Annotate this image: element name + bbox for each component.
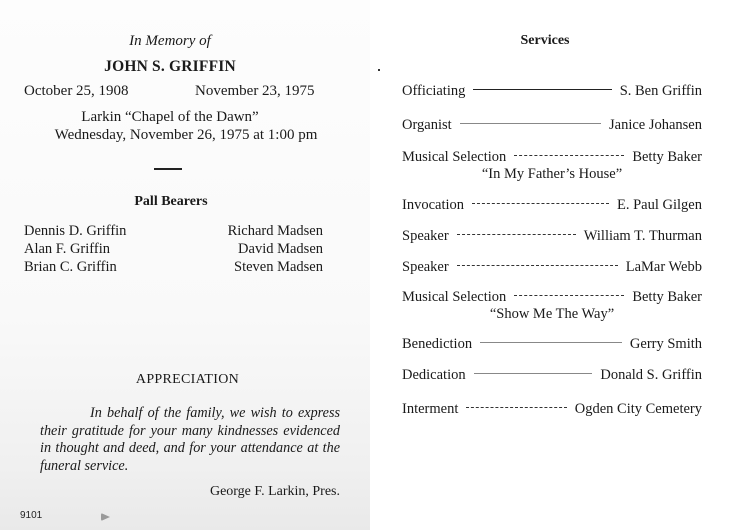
dotted-leader (457, 265, 618, 266)
pall-bearers-left-column (24, 222, 126, 276)
dotted-leader (480, 342, 622, 343)
chapel-name: Larkin “Chapel of the Dawn” (81, 109, 259, 125)
appreciation-text (40, 405, 340, 475)
service-item (402, 289, 702, 306)
service-item (402, 117, 702, 134)
service-participant: Ogden City Cemetery (574, 401, 702, 417)
service-participant: Janice Johansen (608, 117, 702, 133)
service-role: Organist (402, 117, 452, 133)
service-participant: S. Ben Griffin (619, 83, 702, 99)
service-participant: Betty Baker (632, 289, 702, 305)
service-item (402, 401, 702, 418)
service-participant: William T. Thurman (583, 228, 702, 244)
form-code: 9101 (20, 510, 43, 521)
dotted-leader (473, 89, 611, 90)
service-participant: Gerry Smith (629, 336, 702, 352)
service-item (402, 197, 702, 214)
death-date: November 23, 1975 (195, 83, 315, 99)
service-datetime: Wednesday, November 26, 1975 at 1:00 pm (54, 127, 318, 143)
dotted-leader (514, 155, 624, 156)
service-role: Musical Selection (402, 149, 507, 165)
dotted-leader (514, 295, 624, 296)
appreciation-body: In behalf of the family, we wish to express their gratitude for your many kindnesses evidenced in thought and deed, and for your attendance at the funeral service. (40, 405, 340, 474)
dotted-leader (460, 123, 601, 124)
memorial-heading: In Memory of (129, 33, 211, 49)
pall-bearer: Alan F. Griffin (24, 241, 110, 257)
service-item (402, 149, 702, 166)
service-role: Officiating (402, 83, 466, 99)
dotted-leader (466, 407, 566, 408)
scan-mark-icon (101, 513, 110, 521)
dotted-leader (474, 373, 593, 374)
section-divider (154, 168, 182, 170)
service-item (402, 367, 702, 384)
deceased-name: JOHN S. GRIFFIN (104, 58, 236, 75)
service-participant: E. Paul Gilgen (617, 197, 702, 213)
appreciation-signature: George F. Larkin, Pres. (209, 484, 340, 499)
service-role: Benediction (402, 336, 473, 352)
birth-date: October 25, 1908 (24, 83, 129, 99)
musical-selection-title: “Show Me The Way” (489, 306, 615, 322)
speck (378, 69, 380, 71)
service-role: Musical Selection (402, 289, 507, 305)
service-item (402, 83, 702, 100)
service-item (402, 259, 702, 276)
pall-bearer: Brian C. Griffin (24, 259, 117, 275)
dotted-leader (472, 203, 609, 204)
pall-bearer: Steven Madsen (234, 259, 323, 275)
pall-bearer: Richard Madsen (227, 223, 323, 239)
service-participant: Donald S. Griffin (600, 367, 702, 383)
pall-bearer: Dennis D. Griffin (24, 223, 127, 239)
service-participant: LaMar Webb (625, 259, 702, 275)
service-role: Dedication (402, 367, 466, 383)
right-page (370, 0, 730, 530)
service-item (402, 336, 702, 353)
service-role: Speaker (402, 228, 449, 244)
service-role: Invocation (402, 197, 465, 213)
pall-bearers-right-column (200, 222, 323, 276)
appreciation-title: APPRECIATION (135, 372, 240, 387)
musical-selection-title: “In My Father’s House” (481, 166, 623, 182)
dotted-leader (457, 234, 576, 235)
service-participant: Betty Baker (632, 149, 702, 165)
service-role: Speaker (402, 259, 449, 275)
pall-bearers-title: Pall Bearers (134, 194, 208, 209)
service-role: Interment (402, 401, 459, 417)
pall-bearer: David Madsen (238, 241, 323, 257)
services-title: Services (520, 33, 570, 48)
service-item (402, 228, 702, 245)
